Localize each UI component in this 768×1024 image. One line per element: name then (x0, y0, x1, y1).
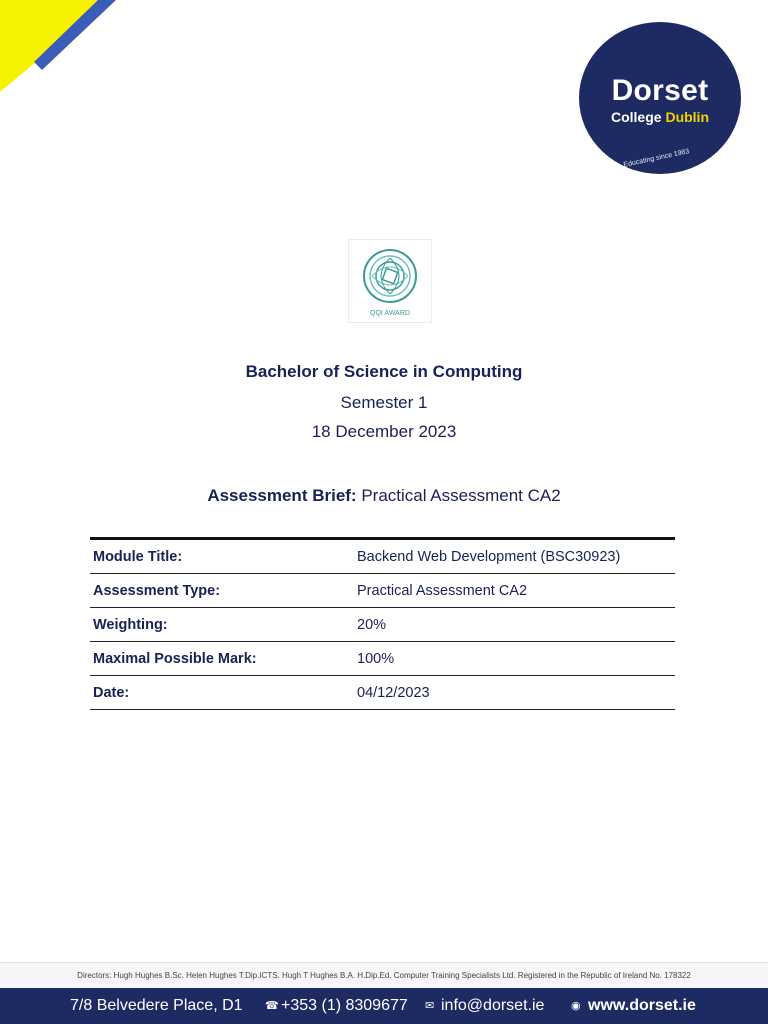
row-key: Module Title: (93, 549, 183, 565)
semester: Semester 1 (340, 393, 428, 412)
assessment-details-table (90, 537, 675, 710)
row-value: 20% (357, 617, 387, 633)
directors-line: Directors: Hugh Hughes B.Sc. Helen Hughes T.Dip.ICTS. Hugh T Hughes B.A. H.Dip.Ed. Computer Training Specialists Ltd. Registered in the Republic of Ireland No. 178322 (0, 962, 768, 989)
dorset-college-logo (579, 22, 741, 174)
phone-number: +353 (1) 8309677 (281, 997, 408, 1014)
email-link[interactable]: info@dorset.ie (441, 997, 545, 1014)
row-value: 100% (357, 651, 395, 667)
address: 7/8 Belvedere Place, D1 (70, 997, 243, 1014)
email-icon: ✉ (425, 1000, 435, 1012)
web-icon: ◉ (571, 1000, 581, 1012)
table-row (90, 608, 675, 642)
assessment-brief-label: Assessment Brief: (207, 486, 357, 505)
page-footer (0, 962, 768, 1024)
assessment-brief (0, 486, 768, 506)
table-row (90, 574, 675, 608)
row-value: Practical Assessment CA2 (357, 583, 528, 599)
logo-subtitle-highlight: Dublin (665, 109, 709, 125)
programme-title: Bachelor of Science in Computing (245, 362, 523, 381)
row-key: Date: (93, 685, 130, 701)
website-link[interactable]: www.dorset.ie (588, 997, 696, 1014)
logo-tagline: Educating since 1983 (623, 148, 690, 169)
row-value: 04/12/2023 (357, 685, 430, 701)
row-key: Assessment Type: (93, 583, 221, 599)
qqi-award-badge (348, 239, 432, 323)
logo-name: Dorset (611, 74, 709, 107)
table-row (90, 676, 675, 710)
table-row (90, 642, 675, 676)
corner-decoration (0, 0, 120, 95)
table-row (90, 540, 675, 574)
assessment-brief-value: Practical Assessment CA2 (361, 486, 561, 505)
phone-icon: ☎ (265, 1000, 279, 1012)
brief-date: 18 December 2023 (311, 422, 457, 441)
logo-subtitle (579, 109, 741, 125)
row-value: Backend Web Development (BSC30923) (357, 549, 621, 565)
qqi-award-caption: QQI AWARD (370, 310, 410, 317)
logo-subtitle-prefix: College (610, 109, 662, 125)
contact-bar (0, 988, 768, 1024)
row-key: Maximal Possible Mark: (93, 651, 257, 667)
row-key: Weighting: (93, 617, 168, 633)
qqi-emblem-icon (362, 248, 418, 304)
